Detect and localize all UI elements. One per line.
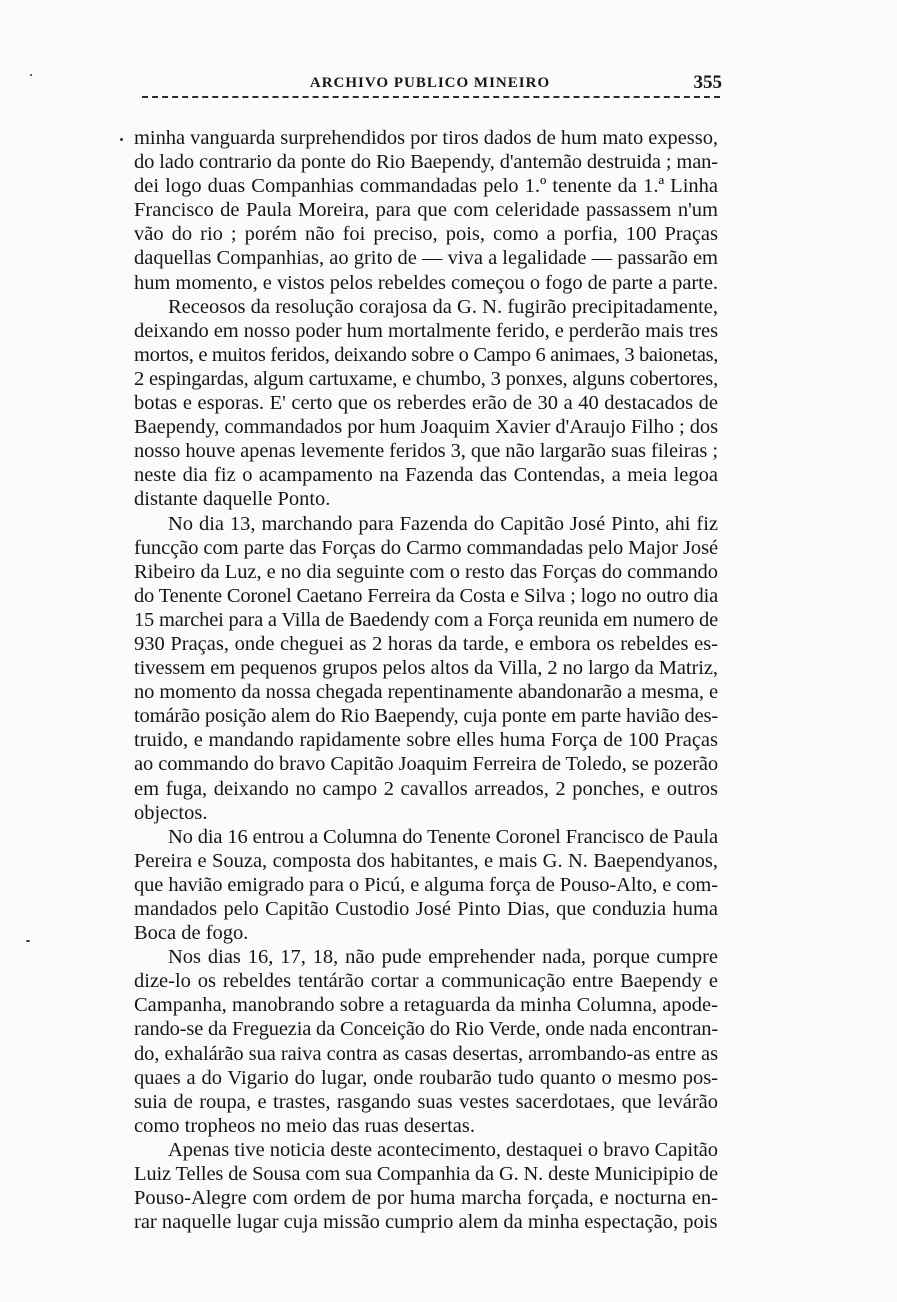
text-line: rar naquelle lugar cuja missão cumprio alem da minha espectação, pois	[134, 1211, 718, 1234]
text-line: tivessem em pequenos grupos pelos altos da Villa, 2 no largo da Matriz,	[134, 657, 718, 680]
text-line: neste dia fiz o acampamento na Fazenda das Contendas, a meia legoa	[134, 464, 718, 487]
text-line: que havião emigrado para o Picú, e alguma força de Pouso-Alto, e com-	[134, 873, 718, 896]
scan-speck	[30, 74, 32, 76]
text-line: Boca de fogo.	[134, 922, 249, 945]
text-line: do Tenente Coronel Caetano Ferreira da Costa e Silva ; logo no outro dia	[134, 584, 718, 607]
scan-speck	[26, 940, 30, 942]
text-line: No dia 16 entrou a Columna do Tenente Coronel Francisco de Paula	[168, 825, 718, 848]
text-line: deixando em nosso poder hum mortalmente ferido, e perderão mais tres	[134, 319, 718, 342]
text-line: minha vanguarda surprehendidos por tiros dados de hum mato expesso,	[134, 127, 718, 149]
text-line: botas e esporas. E' certo que os reberdes erão de 30 a 40 destacados de	[134, 392, 718, 415]
text-line: Luiz Telles de Sousa com sua Companhia da G. N. deste Municipipio de	[134, 1163, 718, 1186]
text-line: Apenas tive noticia deste acontecimento, destaquei o bravo Capitão	[168, 1138, 718, 1161]
text-line: do lado contrario da ponte do Rio Baependy, d'antemão destruida ; man-	[134, 151, 718, 174]
text-line: No dia 13, marchando para Fazenda do Capitão José Pinto, ahi fiz	[168, 512, 718, 535]
text-line: 930 Praças, onde cheguei as 2 horas da tarde, e embora os rebeldes es-	[134, 632, 718, 655]
text-line: objectos.	[134, 801, 208, 824]
text-line: como tropheos no meio das ruas desertas.	[134, 1114, 476, 1137]
running-head	[140, 72, 720, 94]
text-line: funcção com parte das Forças do Carmo commandadas pelo Major José	[134, 536, 718, 559]
text-line: rando-se da Freguezia da Conceição do Rio Verde, onde nada encontran-	[134, 1018, 718, 1041]
text-line: 15 marchei para a Villa de Baedendy com a Força reunida em numero de	[134, 608, 718, 631]
text-line: mortos, e muitos feridos, deixando sobre o Campo 6 animaes, 3 baionetas,	[134, 343, 718, 366]
text-line: nosso houve apenas levemente feridos 3, que não largarão suas fileiras ;	[134, 440, 718, 463]
text-line: daquellas Companhias, ao grito de — viva a legalidade — passarão em	[134, 247, 718, 270]
text-line: Francisco de Paula Moreira, para que com celeridade passassem n'um	[134, 199, 718, 222]
text-line: mandados pelo Capitão Custodio José Pinto Dias, que conduzia huma	[134, 898, 718, 920]
header-rule	[142, 96, 720, 98]
text-line: truido, e mandando rapidamente sobre elles huma Força de 100 Praças	[134, 729, 718, 752]
text-line: Nos dias 16, 17, 18, não pude emprehender nada, porque cumpre	[168, 946, 718, 969]
text-line: Campanha, manobrando sobre a retaguarda da minha Columna, apode-	[134, 994, 718, 1017]
text-line: no momento da nossa chegada repentinamente abandonarão a mesma, e	[134, 681, 718, 704]
text-line: distante daquelle Ponto.	[134, 488, 331, 511]
paragraph	[134, 126, 718, 295]
text-line: Baependy, commandados por hum Joaquim Xavier d'Araujo Filho ; dos	[134, 416, 718, 439]
text-line: tomárão posição alem do Rio Baependy, cuja ponte em parte havião des-	[134, 705, 718, 728]
text-line: suia de roupa, e trastes, rasgando suas vestes sacerdotaes, que levárão	[134, 1090, 718, 1113]
text-line: quaes a do Vigario do lugar, onde roubarão tudo quanto o mesmo pos-	[134, 1066, 718, 1089]
text-line: Ribeiro da Luz, e no dia seguinte com o resto das Forças do commando	[134, 560, 718, 583]
text-line: dei logo duas Companhias commandadas pelo 1.º tenente da 1.ª Linha	[134, 175, 718, 198]
text-line: do, exhalárão sua raiva contra as casas desertas, arrombando-as entre as	[134, 1042, 718, 1065]
paragraph	[134, 825, 718, 945]
text-line: hum momento, e vistos pelos rebeldes começou o fogo de parte a parte.	[134, 271, 718, 294]
text-line: vão do rio ; porém não foi preciso, pois, como a porfia, 100 Praças	[134, 223, 718, 246]
text-line: 2 espingardas, algum cartuxame, e chumbo, 3 ponxes, alguns cobertores,	[134, 367, 718, 390]
text-line: Pereira e Souza, composta dos habitantes, e mais G. N. Baependyanos,	[134, 849, 718, 872]
page-number: 355	[693, 72, 722, 93]
running-title: ARCHIVO PUBLICO MINEIRO	[309, 75, 551, 91]
paragraph	[134, 295, 718, 512]
body-text	[134, 126, 718, 1234]
paragraph	[134, 945, 718, 1138]
scan-speck	[120, 138, 123, 141]
text-line: Receosos da resolução corajosa da G. N. fugirão precipitadamente,	[168, 295, 718, 318]
text-line: Pouso-Alegre com ordem de por huma marcha forçada, e nocturna en-	[134, 1187, 718, 1210]
paragraph	[134, 1138, 718, 1234]
text-line: em fuga, deixando no campo 2 cavallos arreados, 2 ponches, e outros	[134, 777, 718, 800]
text-line: dize-lo os rebeldes tentárão cortar a communicação entre Baependy e	[134, 970, 718, 993]
paragraph	[134, 512, 718, 825]
text-line: ao commando do bravo Capitão Joaquim Ferreira de Toledo, se pozerão	[134, 753, 718, 776]
